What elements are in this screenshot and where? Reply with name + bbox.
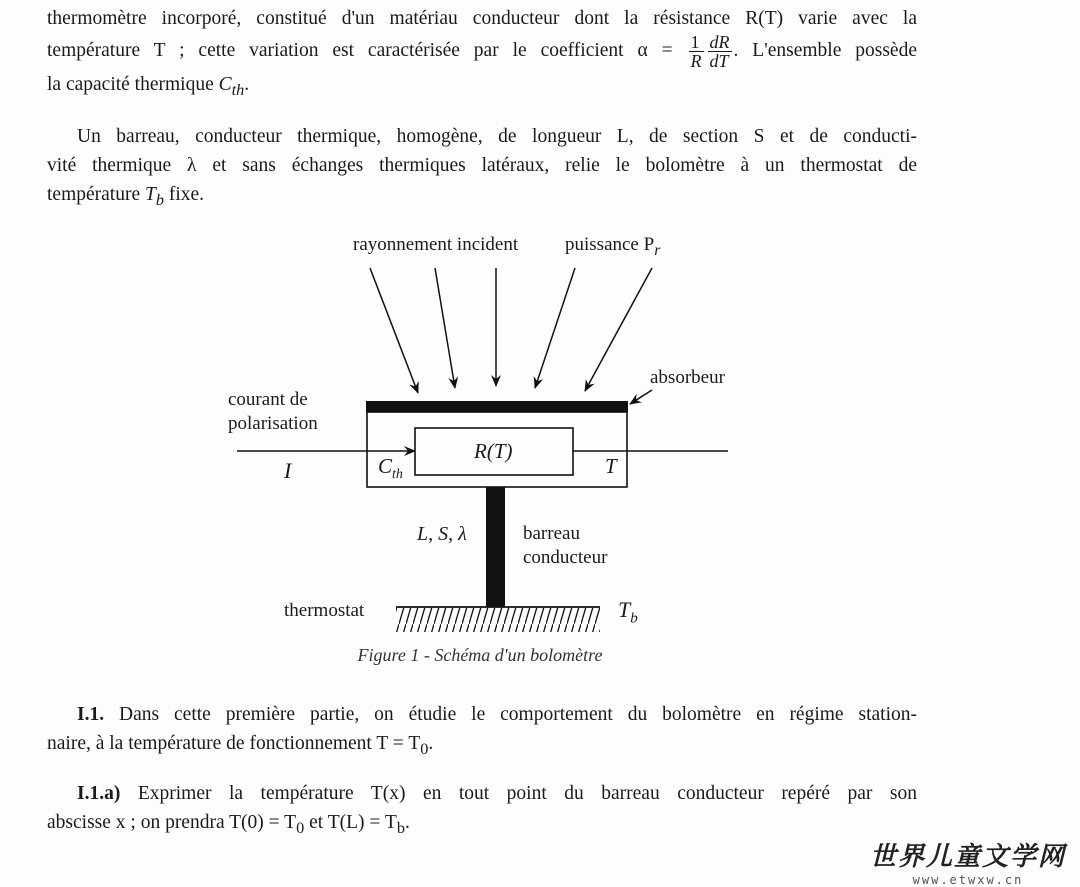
label-thermostat: thermostat (284, 600, 365, 621)
text-line: température $T_b$ fixe. (47, 184, 205, 209)
text-line: vité thermique λ et sans échanges thermiques latéraux, relie le bolomètre à un thermostat de (47, 155, 917, 176)
arrow (370, 268, 418, 393)
question-I1a (47, 779, 917, 843)
text-line: I.1.a) Exprimer la température T(x) en tout point du barreau conducteur repéré par son (77, 783, 917, 804)
watermark-text: 世界儿童文学网 (869, 842, 1066, 872)
text-line: naire, à la température de fonctionnement $T = T_0$. (47, 733, 434, 758)
radiation-arrows (370, 268, 652, 393)
absorber-bar (366, 401, 628, 412)
text-line: Un barreau, conducteur thermique, homogène, de longueur L, de section S et de conducti- (77, 126, 917, 147)
watermark-url: www.etwxw.cn (912, 873, 1024, 887)
text-line: la capacité thermique $C_{th}$. (47, 74, 250, 99)
label-bar-1: barreau (523, 523, 580, 544)
question-I1 (47, 700, 917, 764)
fraction: $\frac{dR}{dT}$ (709, 32, 730, 71)
label-bar-parameters: L, S, λ (417, 523, 467, 545)
label-resistance: R(T) (474, 439, 513, 463)
label-bar-2: conducteur (523, 547, 608, 568)
text-line: abscisse x ; on prendra $T(0) = T_0$ et $T(L) = T_b$. (47, 812, 410, 837)
fraction: $\frac{1}{R}$ (690, 32, 702, 71)
text-line: température T ; cette variation est caractérisée par le coefficient α = $\frac{1}{R}$ $\frac{dR}{dT}$ . L'ensemble possède (47, 32, 917, 71)
label-current-I: I (284, 458, 292, 483)
label-power: puissance $P_r$ (565, 234, 661, 259)
text-line: I.1. Dans cette première partie, on étudie le comportement du bolomètre en régime station- (77, 704, 917, 725)
label-absorber: absorbeur (650, 367, 725, 388)
label-incident-radiation: rayonnement incident (353, 234, 519, 255)
arrow (535, 268, 575, 388)
label-current-2: polarisation (228, 413, 318, 434)
label-heat-capacity: $C_{th}$ (378, 454, 403, 483)
arrow (435, 268, 455, 388)
arrow (585, 268, 652, 391)
thermostat-hatch (396, 608, 600, 632)
text-line: thermomètre incorporé, constitué d'un matériau conducteur dont la résistance R(T) varie avec la (47, 8, 917, 29)
conductor-bar (486, 487, 505, 607)
absorber-pointer (630, 390, 652, 404)
watermark (870, 836, 1066, 887)
figure-caption: Figure 1 - Schéma d'un bolomètre (357, 645, 603, 665)
label-current-1: courant de (228, 389, 308, 410)
label-temperature: T (605, 454, 617, 478)
label-thermostat-temperature: $T_b$ (618, 597, 638, 627)
